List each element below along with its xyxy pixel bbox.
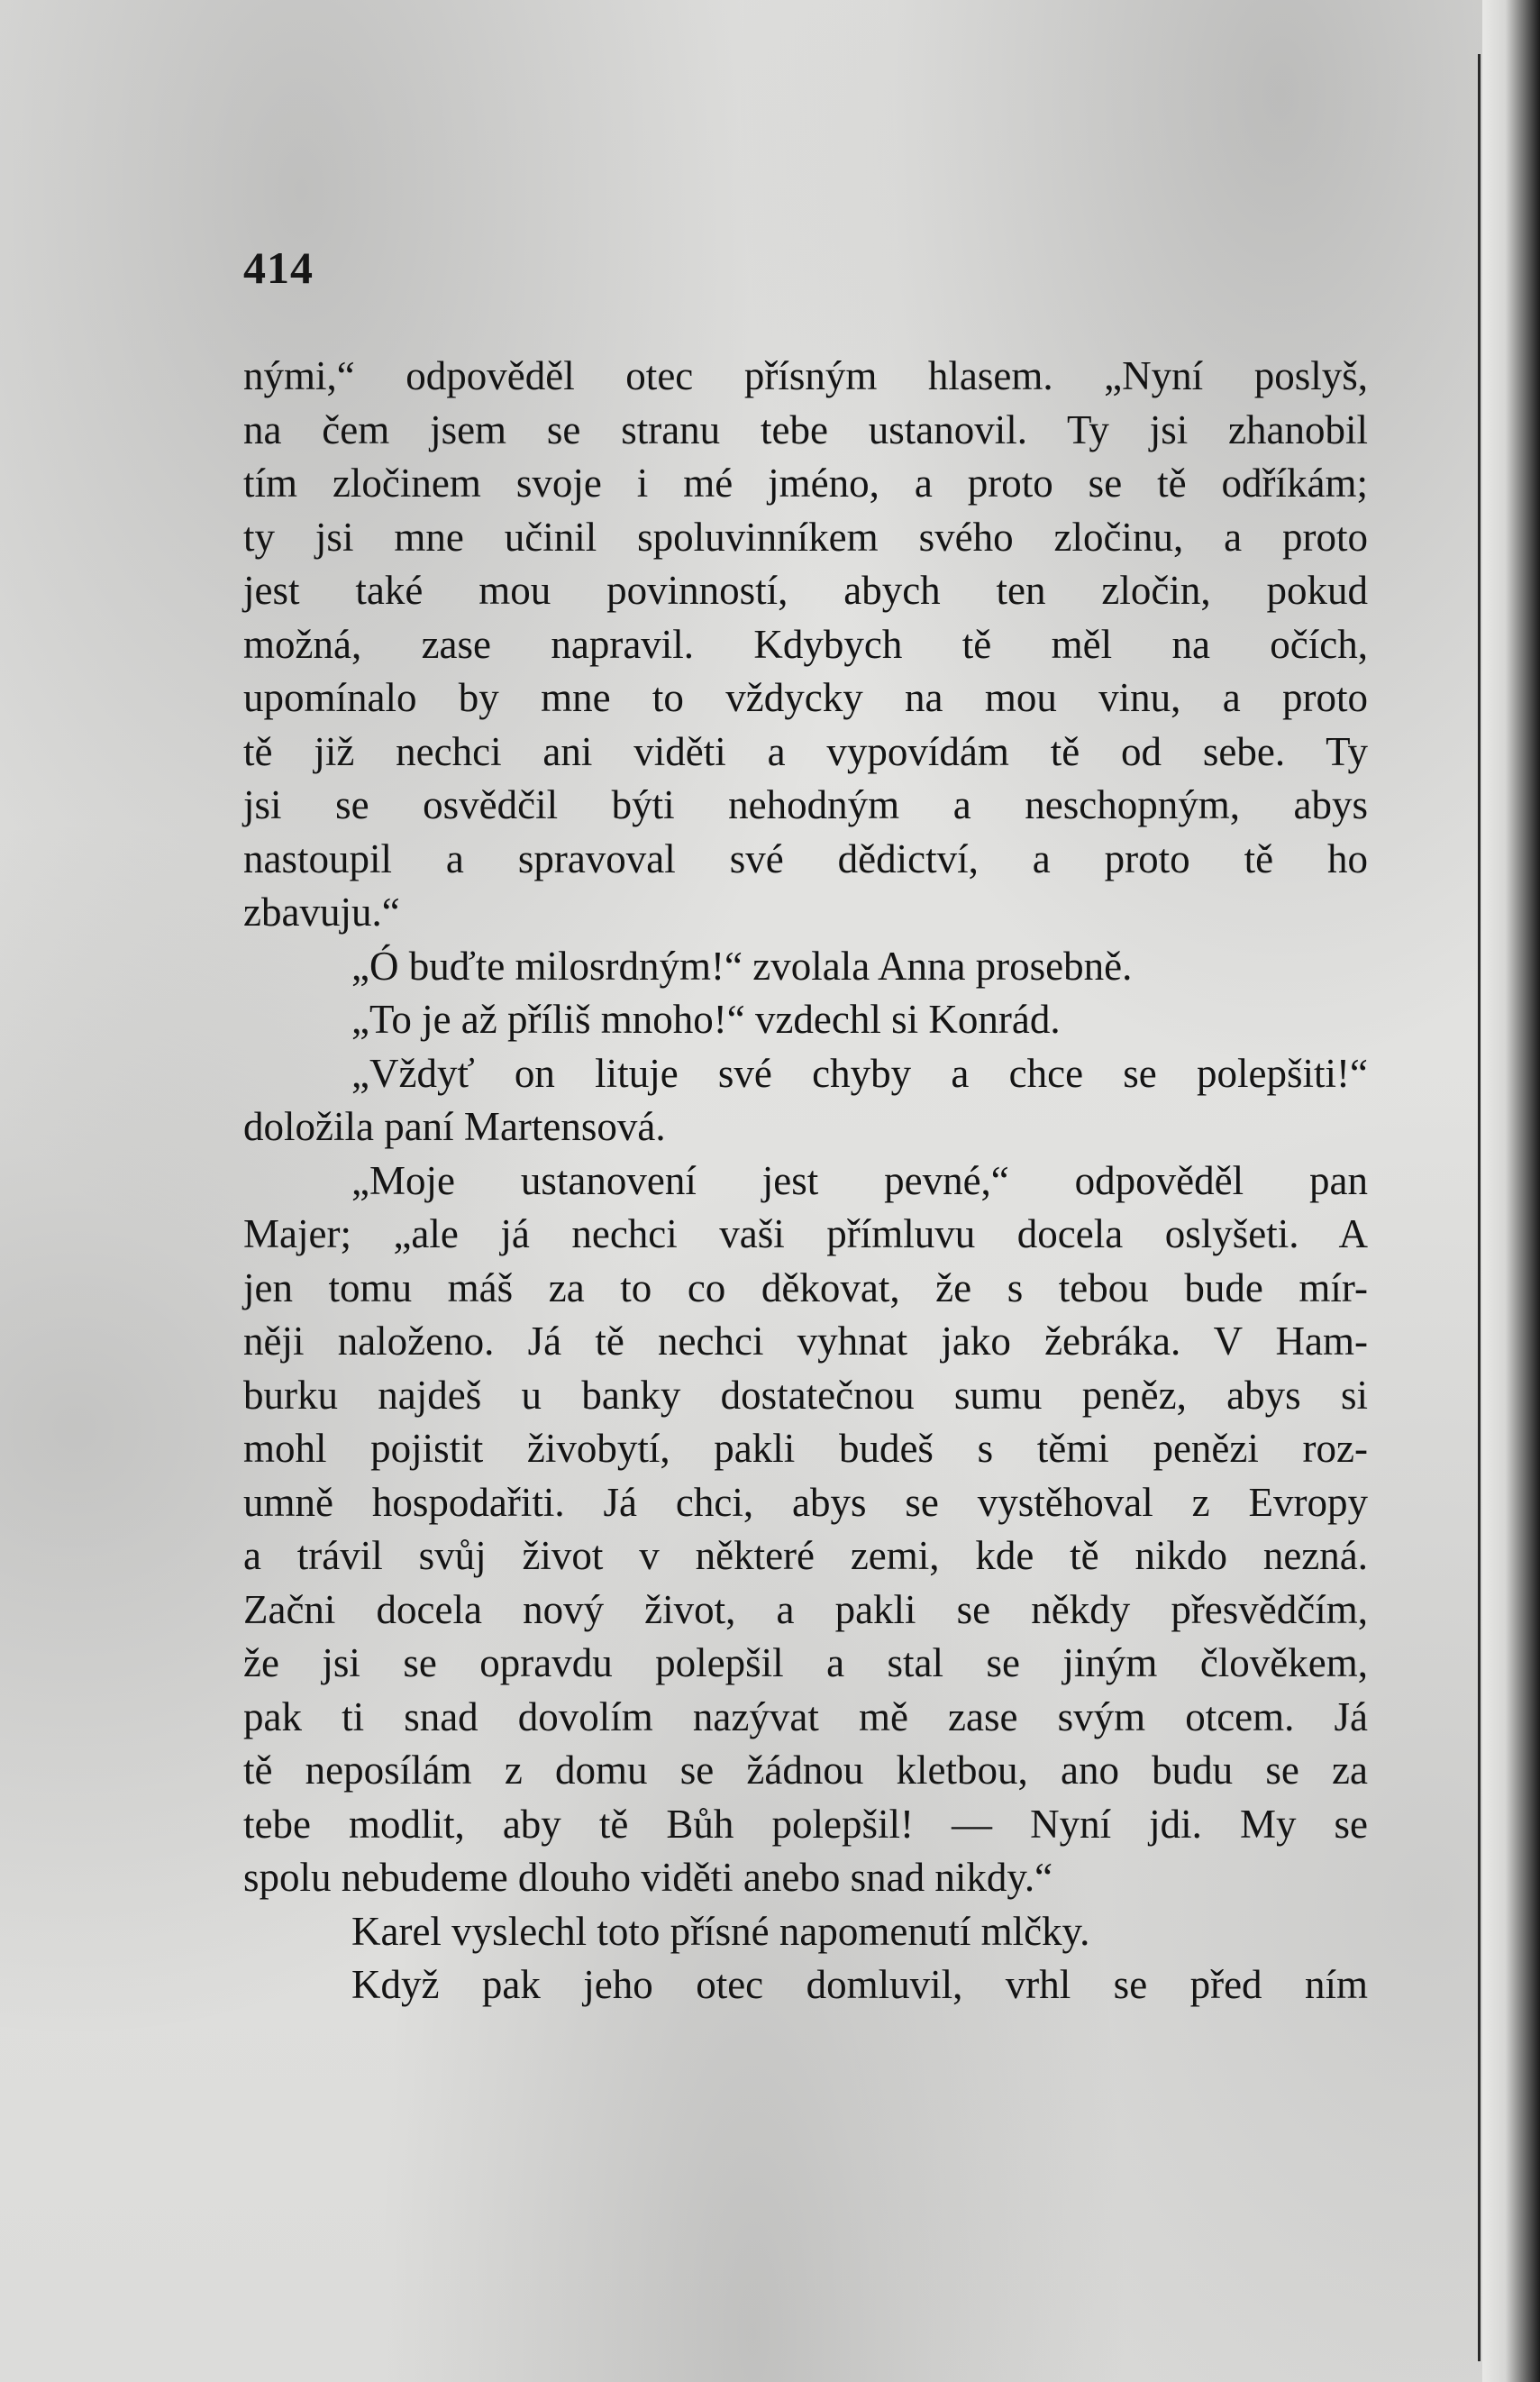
text-line: burku najdeš u banky dostatečnou sumu peněz, abys si: [243, 1372, 1368, 1418]
text-line: doložila paní Martensová.: [243, 1104, 666, 1149]
text-line: něji naloženo. Já tě nechci vyhnat jako žebráka. V Ham-: [243, 1319, 1368, 1364]
text-line: nými,“ odpověděl otec přísným hlasem. „Nyní poslyš,: [243, 353, 1368, 398]
text-line: „To je až příliš mnoho!“ vzdechl si Konrád.: [351, 997, 1061, 1042]
page-number: 414: [243, 242, 314, 293]
text-line: spolu nebudeme dlouho viděti anebo snad nikdy.“: [243, 1855, 1053, 1900]
text-line: jest také mou povinností, abych ten zločin, pokud: [243, 568, 1368, 613]
text-line: Majer; „ale já nechci vaši přímluvu docela oslyšeti. A: [243, 1211, 1368, 1256]
text-line: že jsi se opravdu polepšil a stal se jiným člověkem,: [243, 1640, 1368, 1685]
text-line: Když pak jeho otec domluvil, vrhl se před ním: [351, 1962, 1368, 2007]
text-line: pak ti snad dovolím nazývat mě zase svým otcem. Já: [243, 1693, 1368, 1739]
text-line: „Vždyť on lituje své chyby a chce se polepšiti!“: [351, 1050, 1368, 1096]
text-line: zbavuju.“: [243, 890, 400, 935]
text-line: Karel vyslechl toto přísné napomenutí mlčky.: [351, 1908, 1090, 1954]
text-line: ty jsi mne učinil spoluvinníkem svého zločinu, a proto: [243, 514, 1368, 560]
text-line: tě již nechci ani viděti a vypovídám tě od sebe. Ty: [243, 728, 1368, 774]
text-line: nastoupil a spravoval své dědictví, a proto tě ho: [243, 835, 1368, 881]
text-line: jen tomu máš za to co děkovat, že s tebou bude mír-: [243, 1264, 1368, 1310]
text-line: na čem jsem se stranu tebe ustanovil. Ty jsi zhanobil: [243, 406, 1368, 452]
text-line: umně hospodařiti. Já chci, abys se vystěhoval z Evropy: [243, 1479, 1368, 1525]
text-line: a trávil svůj život v některé zemi, kde tě nikdo nezná.: [243, 1533, 1368, 1578]
text-line: možná, zase napravil. Kdybych tě měl na očích,: [243, 621, 1368, 667]
text-line: upomínalo by mne to vždycky na mou vinu, a proto: [243, 675, 1368, 720]
text-line: Začni docela nový život, a pakli se někdy přesvědčím,: [243, 1586, 1368, 1632]
text-line: tím zločinem svoje i mé jméno, a proto se tě odříkám;: [243, 461, 1368, 506]
text-line: jsi se osvědčil býti nehodným a neschopným, abys: [243, 782, 1368, 827]
page-edge-line: [1478, 54, 1481, 2361]
adjacent-page-edge: [1482, 0, 1540, 2382]
body-text: [243, 350, 1368, 2012]
text-line: „Moje ustanovení jest pevné,“ odpověděl pan: [351, 1157, 1368, 1203]
text-line: mohl pojistit živobytí, pakli budeš s těmi penězi roz-: [243, 1426, 1368, 1471]
text-line: tě neposílám z domu se žádnou kletbou, ano budu se za: [243, 1748, 1368, 1793]
text-line: „Ó buďte milosrdným!“ zvolala Anna prosebně.: [351, 943, 1133, 989]
text-line: tebe modlit, aby tě Bůh polepšil! — Nyní jdi. My se: [243, 1801, 1368, 1847]
